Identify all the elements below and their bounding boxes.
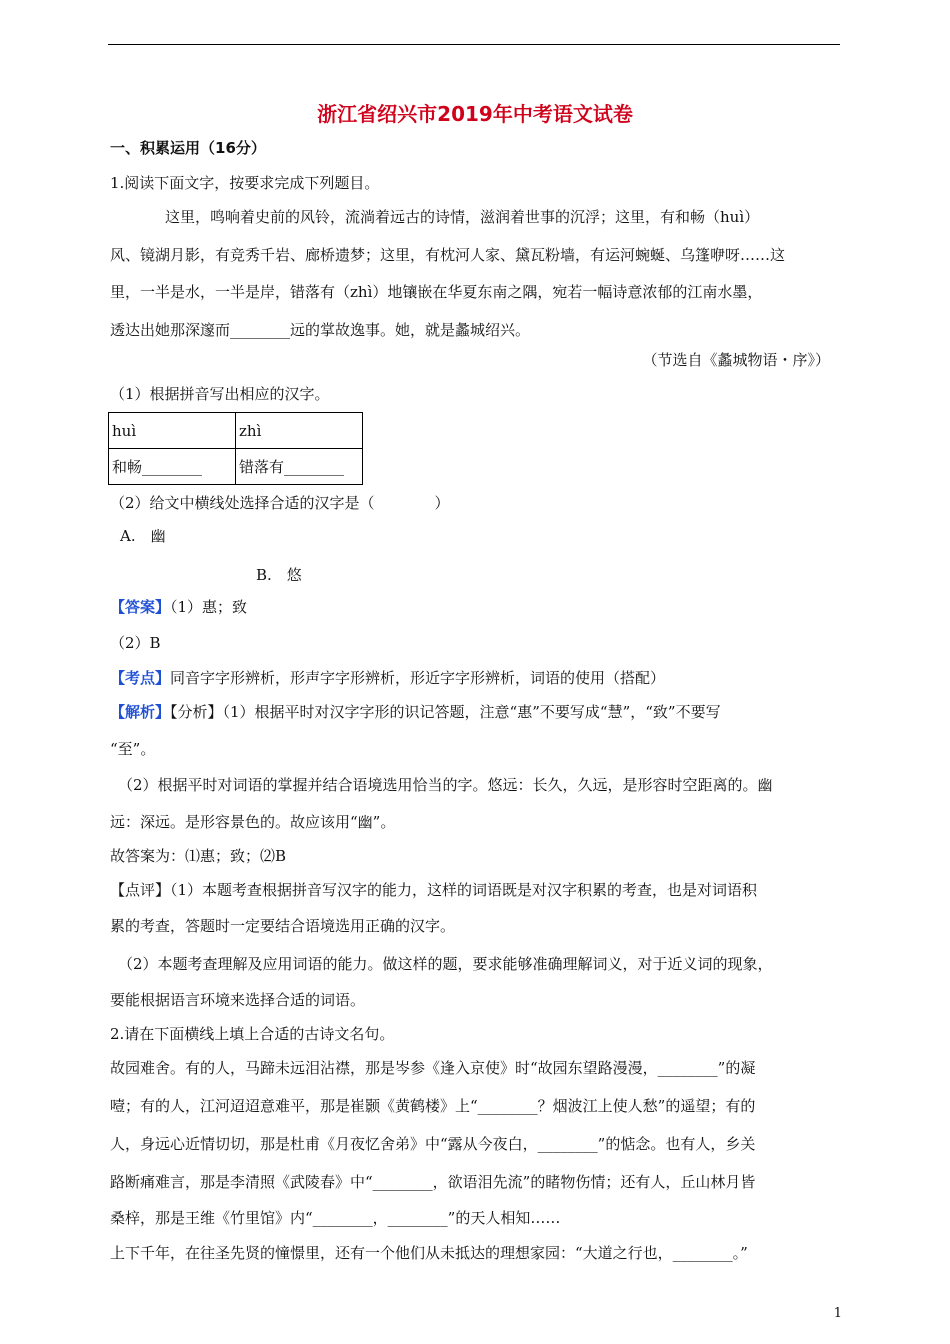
answer-cell: 错落有________ [236, 449, 363, 485]
passage-line: 透达出她那深邃而________远的掌故逸事。她，就是蠡城绍兴。 [110, 321, 531, 339]
point-tag: 【考点】 [110, 669, 171, 687]
analysis-line: 故答案为：⑴惠；致；⑵B [110, 847, 287, 865]
q2-line: 桑梓，那是王维《竹里馆》内“________，________”的天人相知…… [110, 1209, 561, 1227]
analysis-text: 【分析】（1）根据平时对汉字字形的识记答题，注意“惠”不要写成“慧”，“致”不要写 [170, 703, 721, 721]
sub-question-2: （2）给文中横线处选择合适的汉字是（ ） [110, 494, 450, 512]
q2-stem: 2.请在下面横线上填上合适的古诗文名句。 [110, 1025, 395, 1043]
q2-line: 路断痛难言，那是李清照《武陵春》中“________，欲语泪先流”的睹物伤情；还有人，丘山林月皆 [110, 1173, 756, 1191]
passage-line: 风、镜湖月影，有竞秀千岩、廊桥遗梦；这里，有枕河人家、黛瓦粉墙，有运河蜿蜒、乌篷咿呀……这 [110, 246, 786, 264]
analysis-tag: 【解析】 [110, 703, 171, 721]
passage-line: 这里，鸣响着史前的风铃，流淌着远古的诗情，滋润着世事的沉浮；这里，有和畅（huì） [165, 208, 760, 226]
analysis-line: 远：深远。是形容景色的。故应该用“幽”。 [110, 813, 396, 831]
answer-line-2: （2）B [110, 634, 161, 652]
q2-line: 故园难舍。有的人，马蹄未远泪沾襟，那是岑参《逢入京使》时“故园东望路漫漫，________”的凝 [110, 1059, 756, 1077]
answer-text: （1）惠；致 [170, 598, 248, 616]
answer-cell: 和畅________ [109, 449, 236, 485]
analysis-line: “至”。 [110, 740, 156, 758]
comment-line: 【点评】（1）本题考查根据拼音写汉字的能力，这样的词语既是对汉字积累的考查，也是对词语积 [110, 881, 758, 899]
answer-tag: 【答案】 [110, 598, 171, 616]
answer-line [110, 597, 247, 617]
passage-line: 里，一半是水，一半是岸，错落有（zhì）地镶嵌在华夏东南之隅，宛若一幅诗意浓郁的江南水墨， [110, 283, 763, 301]
option-a: A. 幽 [120, 527, 166, 545]
header-rule [108, 44, 840, 45]
q2-line: 噎；有的人，江河迢迢意难平，那是崔颢《黄鹤楼》上“________？烟波江上使人愁”的遥望；有的 [110, 1097, 756, 1115]
comment-line: 累的考查，答题时一定要结合语境选用正确的汉字。 [110, 917, 456, 935]
section-heading: 一、积累运用（16分） [110, 139, 266, 157]
pinyin-cell: zhì [236, 413, 363, 449]
sub-question-1: （1）根据拼音写出相应的汉字。 [110, 385, 330, 403]
page-number: 1 [833, 1306, 842, 1321]
comment-line: （2）本题考查理解及应用词语的能力。做这样的题，要求能够准确理解词义，对于近义词的现象， [118, 955, 773, 973]
point-text: 同音字字形辨析，形声字字形辨析，形近字字形辨析，词语的使用（搭配） [170, 669, 666, 687]
comment-line: 要能根据语言环境来选择合适的词语。 [110, 991, 366, 1009]
analysis-line: （2）根据平时对词语的掌握并结合语境选用恰当的字。悠远：长久，久远，是形容时空距离的。幽 [118, 776, 773, 794]
pinyin-cell: huì [109, 413, 236, 449]
analysis-line [110, 702, 721, 722]
q1-stem: 1.阅读下面文字，按要求完成下列题目。 [110, 174, 380, 192]
pinyin-table [108, 412, 363, 485]
passage-source: （节选自《蠡城物语・序》） [642, 351, 830, 369]
page-title: 浙江省绍兴市2019年中考语文试卷 [317, 102, 633, 126]
q2-line: 上下千年，在往圣先贤的憧憬里，还有一个他们从未抵达的理想家园：“大道之行也，________。” [110, 1244, 748, 1262]
option-b: B. 悠 [256, 566, 302, 584]
q2-line: 人，身远心近情切切，那是杜甫《月夜忆舍弟》中“露从今夜白，________”的惦念。也有人，乡关 [110, 1135, 756, 1153]
point-line [110, 668, 665, 688]
